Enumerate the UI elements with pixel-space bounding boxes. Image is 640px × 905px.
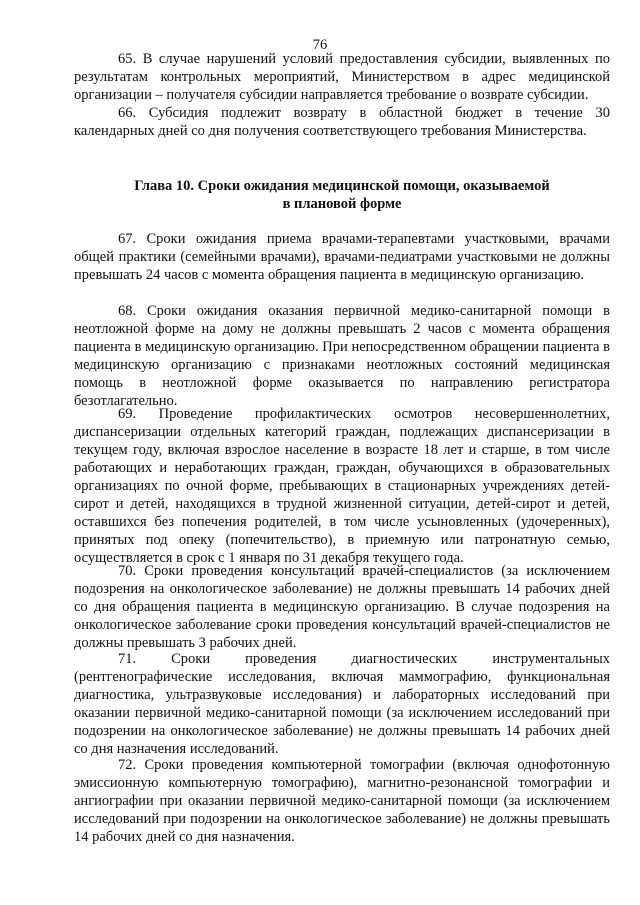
paragraph-69: 69. Проведение профилактических осмотров несовершеннолетних, диспансеризации отдельных категорий граждан, подлежащих диспансеризации в текущем году, включая взрослое население в возрасте 18 лет и старше, в том числе работающих и неработающих граждан, граждан, обучающихся в образовательных организациях по очной форме, пребывающих в стационарных учреждениях детей-сирот и детей, находящихся в трудной жизненной ситуации, детей-сирот и детей, оставшихся без попечения родителей, в том числе усыновленных (удочеренных), принятых под опеку (попечительство), в приемную или патронатную семью, осуществляется в срок с 1 января по 31 декабря текущего года. <box>74 406 610 566</box>
paragraph-68: 68. Сроки ожидания оказания первичной медико-санитарной помощи в неотложной форме на дому не должны превышать 2 часов с момента обращения пациента в медицинскую организацию. При непосредственном обращении пациента в медицинскую организацию с признаками неотложных состояний медицинская помощь в неотложной форме оказывается по направлению регистратора безотлагательно. <box>74 303 610 409</box>
paragraph-72: 72. Сроки проведения компьютерной томографии (включая однофотонную эмиссионную компьютерную томографию), магнитно-резонансной томографии и ангиографии при оказании первичной медико-санитарной помощи (за исключением исследований при подозрении на онкологическое заболевание) не должны превышать 14 рабочих дней со дня назначения. <box>74 757 610 845</box>
page-number: 76 <box>312 37 328 53</box>
paragraph-66: 66. Субсидия подлежит возврату в областной бюджет в течение 30 календарных дней со дня получения соответствующего требования Министерства. <box>74 105 610 139</box>
paragraph-65: 65. В случае нарушений условий предоставления субсидии, выявленных по результатам контрольных мероприятий, Министерством в адрес медицинской организации – получателя субсидии направляется требование о возврате субсидии. <box>74 51 610 103</box>
chapter-heading-line-2: в плановой форме <box>282 196 402 212</box>
paragraph-70: 70. Сроки проведения консультаций врачей-специалистов (за исключением подозрения на онкологическое заболевание) не должны превышать 14 рабочих дней со дня обращения пациента в медицинскую организацию. В случае подозрения на онкологическое заболевание сроки проведения консультаций врачей-специалистов не должны превышать 3 рабочих дней. <box>74 563 610 651</box>
chapter-heading <box>74 177 610 213</box>
paragraph-67: 67. Сроки ожидания приема врачами-терапевтами участковыми, врачами общей практики (семейными врачами), врачами-педиатрами участковыми не должны превышать 24 часов с момента обращения пациента в медицинскую организацию. <box>74 231 610 283</box>
chapter-heading-line-1: Глава 10. Сроки ожидания медицинской помощи, оказываемой <box>134 178 550 194</box>
paragraph-71: 71. Сроки проведения диагностических инструментальных (рентгенографические исследования, включая маммографию, функциональная диагностика, ультразвуковые исследования) и лабораторных исследований при оказании первичной медико-санитарной помощи (за исключением исследований при подозрении на онкологическое заболевание) не должны превышать 14 рабочих дней со дня назначения исследований. <box>74 651 610 757</box>
